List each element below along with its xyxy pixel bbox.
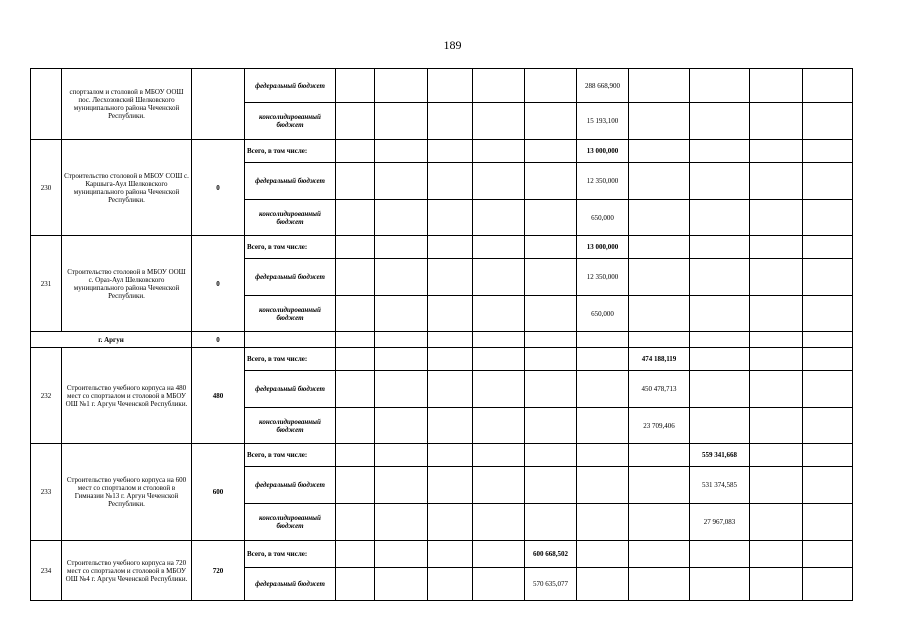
amount: 650,000 <box>577 200 629 236</box>
table-row <box>31 236 853 259</box>
funding-total-label: Всего, в том числе: <box>245 348 336 371</box>
amount: 288 668,900 <box>577 69 629 103</box>
amount: 12 350,000 <box>577 163 629 200</box>
amount: 650,000 <box>577 296 629 332</box>
city-name: г. Аргун <box>31 332 192 348</box>
funding-source: федеральный бюджет <box>245 568 336 601</box>
budget-table <box>30 68 853 601</box>
table-row <box>31 444 853 467</box>
funding-source: федеральный бюджет <box>245 163 336 200</box>
object-name: Строительство столовой в МБОУ ООШ с. Ораз-Аул Шелковского муниципального района Чеченской Республики. <box>62 236 192 332</box>
row-number: 231 <box>31 236 62 332</box>
funding-source: консолидированный бюджет <box>245 296 336 332</box>
amount-total: 559 341,668 <box>690 444 750 467</box>
amount-total: 13 000,000 <box>577 236 629 259</box>
funding-total-label: Всего, в том числе: <box>245 444 336 467</box>
amount: 531 374,585 <box>690 467 750 504</box>
funding-total-label: Всего, в том числе: <box>245 140 336 163</box>
amount-total: 474 188,119 <box>629 348 690 371</box>
amount: 23 709,406 <box>629 408 690 444</box>
table-row <box>31 140 853 163</box>
amount-total: 13 000,000 <box>577 140 629 163</box>
object-name: спортзалом и столовой в МБОУ ООШ пос. Лесхозовский Шелковского муниципального района Чеченской Республики. <box>62 69 192 140</box>
funding-total-label: Всего, в том числе: <box>245 236 336 259</box>
amount: 450 478,713 <box>629 371 690 408</box>
capacity: 600 <box>192 444 245 541</box>
funding-source: консолидированный бюджет <box>245 103 336 140</box>
capacity: 0 <box>192 140 245 236</box>
funding-source: федеральный бюджет <box>245 69 336 103</box>
amount: 12 350,000 <box>577 259 629 296</box>
object-name: Строительство учебного корпуса на 720 мест со спортзалом и столовой в МБОУ ОШ №4 г. Аргун Чеченской Республики. <box>62 541 192 601</box>
row-number: 230 <box>31 140 62 236</box>
table-row <box>31 348 853 371</box>
object-name: Строительство столовой в МБОУ СОШ с. Каршыга-Аул Шелковского муниципального района Чеченской Республики. <box>62 140 192 236</box>
funding-source: консолидированный бюджет <box>245 200 336 236</box>
table-row <box>31 69 853 103</box>
page-number: 189 <box>443 38 462 52</box>
capacity: 720 <box>192 541 245 601</box>
object-name: Строительство учебного корпуса на 480 мест со спортзалом и столовой в МБОУ ОШ №1 г. Аргун Чеченской Республики. <box>62 348 192 444</box>
amount: 15 193,100 <box>577 103 629 140</box>
funding-source: федеральный бюджет <box>245 259 336 296</box>
funding-source: консолидированный бюджет <box>245 504 336 541</box>
city-row <box>31 332 853 348</box>
row-number: 234 <box>31 541 62 601</box>
capacity: 480 <box>192 348 245 444</box>
row-number: 233 <box>31 444 62 541</box>
funding-source: федеральный бюджет <box>245 371 336 408</box>
funding-total-label: Всего, в том числе: <box>245 541 336 568</box>
object-name: Строительство учебного корпуса на 600 мест со спортзалом и столовой в Гимназии №13 г. Аргун Чеченской Республики. <box>62 444 192 541</box>
amount-total: 600 668,502 <box>525 541 577 568</box>
funding-source: федеральный бюджет <box>245 467 336 504</box>
table-row <box>31 541 853 568</box>
capacity: 0 <box>192 236 245 332</box>
row-number: 232 <box>31 348 62 444</box>
capacity: 0 <box>192 332 245 348</box>
amount: 27 967,083 <box>690 504 750 541</box>
amount: 570 635,077 <box>525 568 577 601</box>
funding-source: консолидированный бюджет <box>245 408 336 444</box>
